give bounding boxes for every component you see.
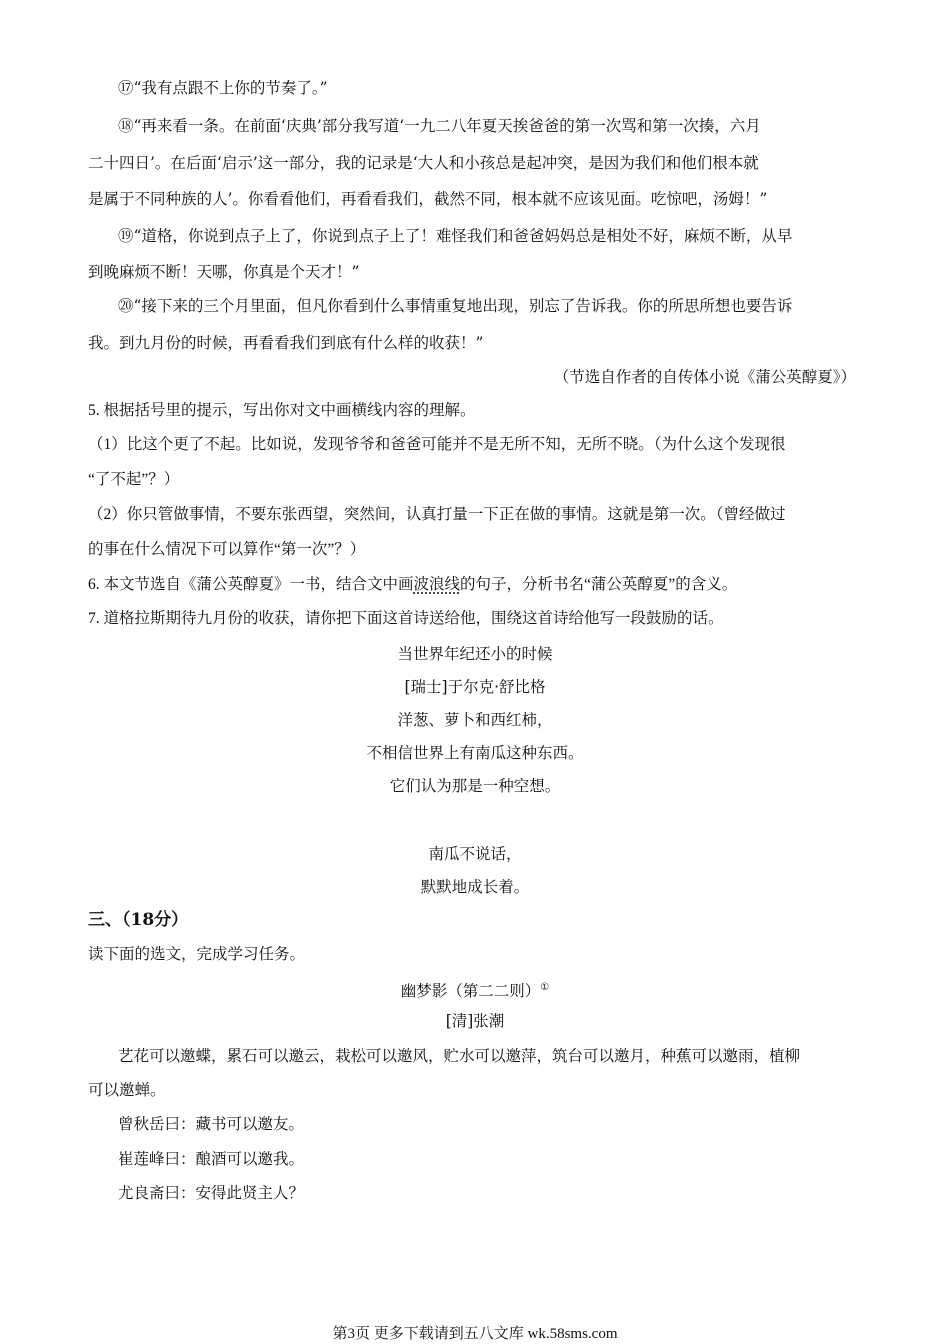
paragraph-20-line-1: ⑳“接下来的三个月里面，但凡你看到什么事情重复地出现，别忘了告诉我。你的所思所想也要告诉 xyxy=(118,297,793,315)
page-footer: 第3页 更多下载请到五八文库 wk.58sms.com xyxy=(332,1326,618,1342)
classical-text-line-4: 崔莲峰曰：酿酒可以邀我。 xyxy=(118,1150,305,1168)
poem-title: 当世界年纪还小的时候 xyxy=(397,645,553,663)
source-citation: （节选自作者的自传体小说《蒲公英醇夏》） xyxy=(553,368,856,386)
question-5-2-line-1: （2）你只管做事情，不要东张西望，突然间，认真打量一下正在做的事情。这就是第一次。（曾经做过 xyxy=(88,506,786,523)
question-6-suffix: 的句子，分析书名“蒲公英醇夏”的含义。 xyxy=(460,576,738,593)
poem-author: [瑞士]于尔克·舒比格 xyxy=(404,678,546,696)
footnote-marker: ① xyxy=(540,982,550,993)
paragraph-19-line-2: 到晚麻烦不断！天哪，你真是个天才！” xyxy=(88,263,360,281)
paragraph-17: ⑰“我有点跟不上你的节奏了。” xyxy=(118,79,328,97)
poem-line-2: 不相信世界上有南瓜这种东西。 xyxy=(366,744,584,762)
classical-title-text: 幽梦影（第二二则） xyxy=(400,982,541,1001)
section-3-heading: 三、（18分） xyxy=(88,910,189,930)
question-5: 5. 根据括号里的提示，写出你对文中画横线内容的理解。 xyxy=(88,402,476,419)
question-6 xyxy=(88,575,868,595)
paragraph-18-line-1: ⑱“再来看一条。在前面‘庆典’部分我写道‘一九二八年夏天挨爸爸的第一次骂和第一次揍，六月 xyxy=(118,117,761,135)
classical-text-line-3: 曾秋岳曰：藏书可以邀友。 xyxy=(118,1115,305,1133)
question-6-prefix: 6. 本文节选自《蒲公英醇夏》一书，结合文中画 xyxy=(88,576,414,593)
question-5-1-line-1: （1）比这个更了不起。比如说，发现爷爷和爸爸可能并不是无所不知，无所不晓。（为什么这个发现很 xyxy=(88,436,786,453)
classical-text-title xyxy=(0,978,950,1001)
question-5-2-line-2: 的事在什么情况下可以算作“第一次”？） xyxy=(88,541,366,558)
paragraph-19-line-1: ⑲“道格，你说到点子上了，你说到点子上了！难怪我们和爸爸妈妈总是相处不好，麻烦不断，从早 xyxy=(118,227,793,245)
poem-line-1: 洋葱、萝卜和西红柿， xyxy=(397,711,553,729)
poem-line-5: 默默地成长着。 xyxy=(420,878,530,896)
question-5-1-line-2: “了不起”？） xyxy=(88,471,180,488)
classical-text-line-1: 艺花可以邀蝶，累石可以邀云，栽松可以邀风，贮水可以邀萍，筑台可以邀月，种蕉可以邀雨，植柳 xyxy=(118,1047,801,1065)
classical-text-line-5: 尤良斋曰：安得此贤主人？ xyxy=(118,1184,305,1202)
wavy-line-marker: 波浪线 xyxy=(413,576,461,593)
paragraph-18-line-2: 二十四日’。在后面‘启示’这一部分，我的记录是‘大人和小孩总是起冲突，是因为我们和他们根本就 xyxy=(88,154,759,172)
classical-text-line-2: 可以邀蝉。 xyxy=(88,1081,166,1099)
paragraph-20-line-2: 我。到九月份的时候，再看看我们到底有什么样的收获！” xyxy=(88,334,484,352)
classical-text-author: [清]张潮 xyxy=(445,1012,505,1030)
poem-line-3: 它们认为那是一种空想。 xyxy=(389,777,561,795)
section-3-instruction: 读下面的选文，完成学习任务。 xyxy=(88,946,306,963)
poem-line-4: 南瓜不说话， xyxy=(428,845,522,863)
question-7: 7. 道格拉斯期待九月份的收获，请你把下面这首诗送给他，围绕这首诗给他写一段鼓励的话。 xyxy=(88,610,724,627)
paragraph-18-line-3: 是属于不同种族的人’。你看看他们，再看看我们，截然不同，根本就不应该见面。吃惊吧，汤姆！” xyxy=(88,190,768,208)
